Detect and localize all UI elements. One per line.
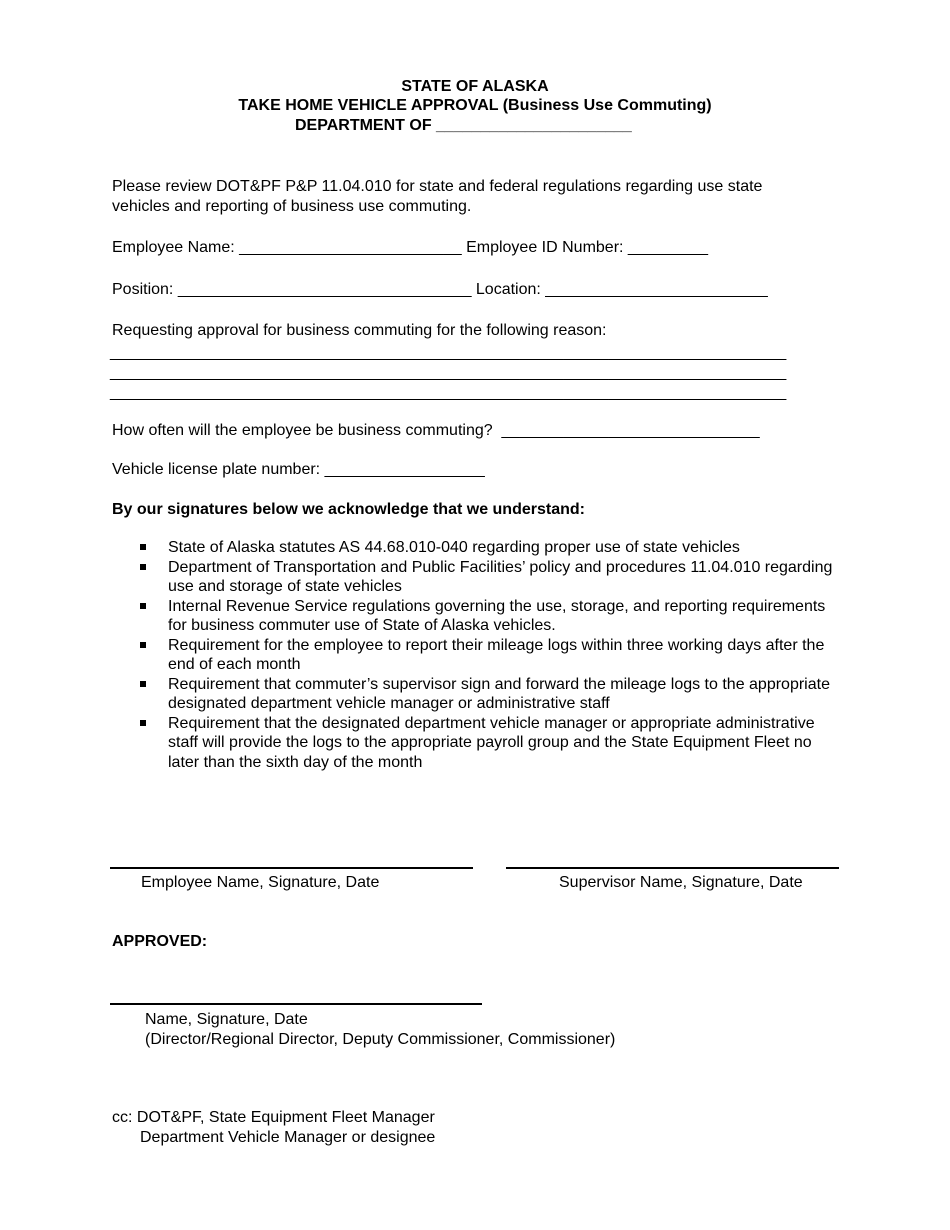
intro-line-1: Please review DOT&PF P&P 11.04.010 for state and federal regulations regarding use state [112, 178, 763, 195]
bullet-icon [140, 544, 146, 550]
list-item-text: Requirement that the designated department vehicle manager or appropriate administrative staff will provide the logs to the appropriate payroll group and the State Equipment Fleet no later than the sixth day of the month [168, 714, 815, 771]
bullet-icon [140, 681, 146, 687]
supervisor-signature-line[interactable] [506, 867, 839, 869]
commuting-frequency-field[interactable]: How often will the employee be business commuting? _____________________________ [112, 422, 760, 439]
employee-signature-label: Employee Name, Signature, Date [141, 874, 380, 891]
approver-roles: (Director/Regional Director, Deputy Commissioner, Commissioner) [145, 1031, 616, 1048]
form-title-state: STATE OF ALASKA [401, 78, 549, 95]
list-item-text: State of Alaska statutes AS 44.68.010-040 regarding proper use of state vehicles [168, 539, 740, 556]
list-item [140, 636, 840, 675]
department-line: DEPARTMENT OF ______________________ [295, 117, 632, 134]
position-location-field[interactable]: Position: _________________________________ Location: _________________________ [112, 281, 768, 298]
list-item [140, 597, 840, 636]
form-title: TAKE HOME VEHICLE APPROVAL (Business Use Commuting) [238, 97, 712, 114]
list-item [140, 538, 840, 558]
acknowledgement-heading: By our signatures below we acknowledge that we understand: [112, 501, 585, 518]
employee-signature-line[interactable] [110, 867, 473, 869]
list-item [140, 558, 840, 597]
reason-line[interactable]: ____________________________________________________________________________ [110, 344, 787, 361]
bullet-icon [140, 720, 146, 726]
acknowledgement-list [140, 538, 840, 772]
reason-label: Requesting approval for business commuting for the following reason: [112, 322, 607, 339]
approved-heading: APPROVED: [112, 933, 208, 950]
list-item-text: Internal Revenue Service regulations governing the use, storage, and reporting requirements for business commuter use of State of Alaska vehicles. [168, 597, 826, 634]
bullet-icon [140, 564, 146, 570]
approver-signature-label: Name, Signature, Date [145, 1011, 308, 1028]
intro-line-2: vehicles and reporting of business use commuting. [112, 198, 472, 215]
reason-line[interactable]: ____________________________________________________________________________ [110, 384, 787, 401]
list-item [140, 714, 840, 773]
list-item [140, 675, 840, 714]
list-item-text: Department of Transportation and Public Facilities’ policy and procedures 11.04.010 regarding use and storage of state vehicles [168, 558, 833, 595]
cc-line-2: Department Vehicle Manager or designee [140, 1129, 436, 1146]
supervisor-signature-label: Supervisor Name, Signature, Date [559, 874, 803, 891]
employee-name-id-field[interactable]: Employee Name: _________________________ Employee ID Number: _________ [112, 239, 708, 256]
license-plate-field[interactable]: Vehicle license plate number: __________________ [112, 461, 485, 478]
bullet-icon [140, 642, 146, 648]
reason-line[interactable]: ____________________________________________________________________________ [110, 364, 787, 381]
bullet-icon [140, 603, 146, 609]
cc-line-1: cc: DOT&PF, State Equipment Fleet Manager [112, 1109, 435, 1126]
list-item-text: Requirement for the employee to report their mileage logs within three working days after the end of each month [168, 636, 825, 673]
list-item-text: Requirement that commuter’s supervisor sign and forward the mileage logs to the appropriate designated department vehicle manager or administrative staff [168, 675, 830, 712]
approver-signature-line[interactable] [110, 1003, 482, 1005]
